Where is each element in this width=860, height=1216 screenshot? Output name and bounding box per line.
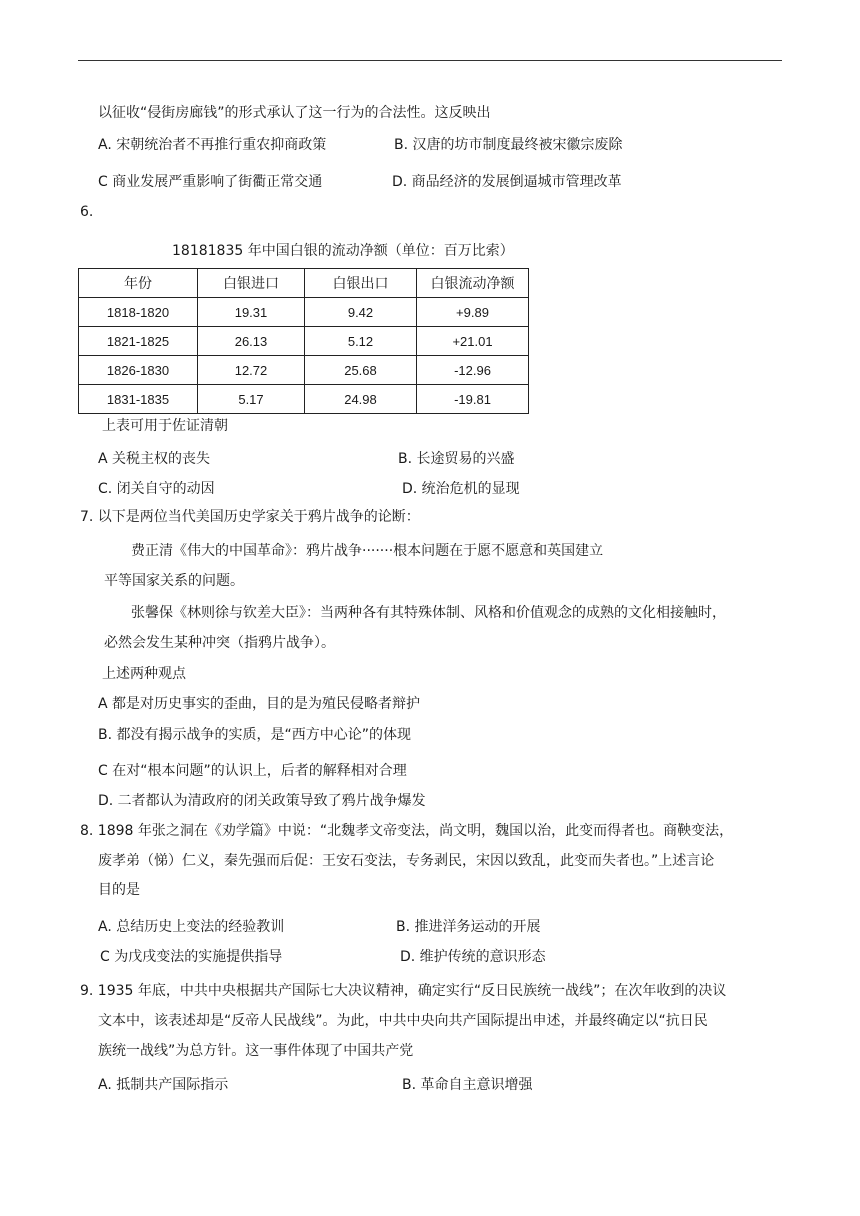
table-cell: +21.01 (417, 327, 529, 356)
q6-option-c: C. 闭关自守的动因 (98, 481, 215, 497)
q7-option-a: A 都是对历史事实的歪曲，目的是为殖民侵略者辩护 (98, 696, 421, 712)
q8-option-a: A. 总结历史上变法的经验教训 (98, 919, 285, 935)
q7-quote2-line1: 张馨保《林则徐与钦差大臣》：当两种各有其特殊体制、风格和价值观念的成熟的文化相接触时， (131, 605, 726, 621)
q9-option-b: B. 革命自主意识增强 (402, 1077, 533, 1093)
q7-option-b: B. 都没有揭示战争的实质，是“西方中心论”的体现 (98, 727, 412, 743)
table-cell: 19.31 (198, 298, 305, 327)
table-header: 白银进口 (198, 269, 305, 298)
q6-number: 6. (80, 204, 94, 220)
table-caption: 18181835 年中国白银的流动净额（单位：百万比索） (172, 243, 514, 259)
q7-quote1-line2: 平等国家关系的问题。 (104, 573, 244, 589)
table-row (79, 298, 529, 327)
table-cell: 12.72 (198, 356, 305, 385)
q7-stem: 7. 以下是两位当代美国历史学家关于鸦片战争的论断： (80, 509, 420, 525)
table-row (79, 356, 529, 385)
header-rule (78, 60, 782, 61)
table-row (79, 385, 529, 414)
table-cell: -19.81 (417, 385, 529, 414)
q8-option-b: B. 推进洋务运动的开展 (396, 919, 541, 935)
table-cell: -12.96 (417, 356, 529, 385)
q8-line3: 目的是 (98, 882, 140, 898)
q5-option-c: C 商业发展严重影响了街衢正常交通 (98, 174, 323, 190)
q9-option-a: A. 抵制共产国际指示 (98, 1077, 229, 1093)
q8-option-d: D. 维护传统的意识形态 (400, 949, 546, 965)
q9-line1: 9. 1935 年底，中共中央根据共产国际七大决议精神，确定实行“反日民族统一战线”；在次年收到的决议 (80, 983, 727, 999)
table-cell: 26.13 (198, 327, 305, 356)
table-cell: 5.17 (198, 385, 305, 414)
q5-option-a: A. 宋朝统治者不再推行重农抑商政策 (98, 137, 327, 153)
q6-option-b: B. 长途贸易的兴盛 (398, 451, 515, 467)
q8-option-c: C 为戊戌变法的实施提供指导 (100, 949, 283, 965)
table-cell: 9.42 (305, 298, 417, 327)
q6-stem: 上表可用于佐证清朝 (102, 418, 228, 434)
table-cell: 1826-1830 (79, 356, 198, 385)
table-cell: 5.12 (305, 327, 417, 356)
q5-stem-tail: 以征收“侵街房廊钱”的形式承认了这一行为的合法性。这反映出 (98, 105, 491, 121)
q8-line1: 8. 1898 年张之洞在《劝学篇》中说：“北魏孝文帝变法，尚文明，魏国以治，此变而得者也。商鞅变法， (80, 823, 734, 839)
table-cell: 24.98 (305, 385, 417, 414)
q5-option-d: D. 商品经济的发展倒逼城市管理改革 (392, 174, 622, 190)
q8-line2: 废孝弟（悌）仁义，秦先强而后促：王安石变法，专务剥民，宋因以致乱，此变而失者也。”上述言论 (98, 853, 715, 869)
table-cell: 1831-1835 (79, 385, 198, 414)
table-cell: 1818-1820 (79, 298, 198, 327)
table-header: 白银出口 (305, 269, 417, 298)
q5-option-b: B. 汉唐的坊市制度最终被宋徽宗废除 (394, 137, 623, 153)
table-cell: 1821-1825 (79, 327, 198, 356)
q9-line2: 文本中，该表述却是“反帝人民战线”。为此，中共中央向共产国际提出申述，并最终确定以“抗日民 (98, 1013, 708, 1029)
q6-option-a: A 关税主权的丧失 (98, 451, 211, 467)
q7-option-c: C 在对“根本问题”的认识上，后者的解释相对合理 (98, 763, 407, 779)
silver-flow-table (78, 268, 529, 414)
q9-line3: 族统一战线”为总方针。这一事件体现了中国共产党 (98, 1043, 414, 1059)
table-header-row (79, 269, 529, 298)
table-header: 年份 (79, 269, 198, 298)
table-row (79, 327, 529, 356)
q7-quote1-line1: 费正清《伟大的中国革命》：鸦片战争·······根本问题在于愿不愿意和英国建立 (131, 543, 604, 559)
table-cell: 25.68 (305, 356, 417, 385)
q7-lead: 上述两种观点 (102, 666, 186, 682)
table-cell: +9.89 (417, 298, 529, 327)
table-header: 白银流动净额 (417, 269, 529, 298)
q6-option-d: D. 统治危机的显现 (402, 481, 520, 497)
q7-quote2-line2: 必然会发生某种冲突（指鸦片战争）。 (104, 635, 335, 651)
q7-option-d: D. 二者都认为清政府的闭关政策导致了鸦片战争爆发 (98, 793, 426, 809)
